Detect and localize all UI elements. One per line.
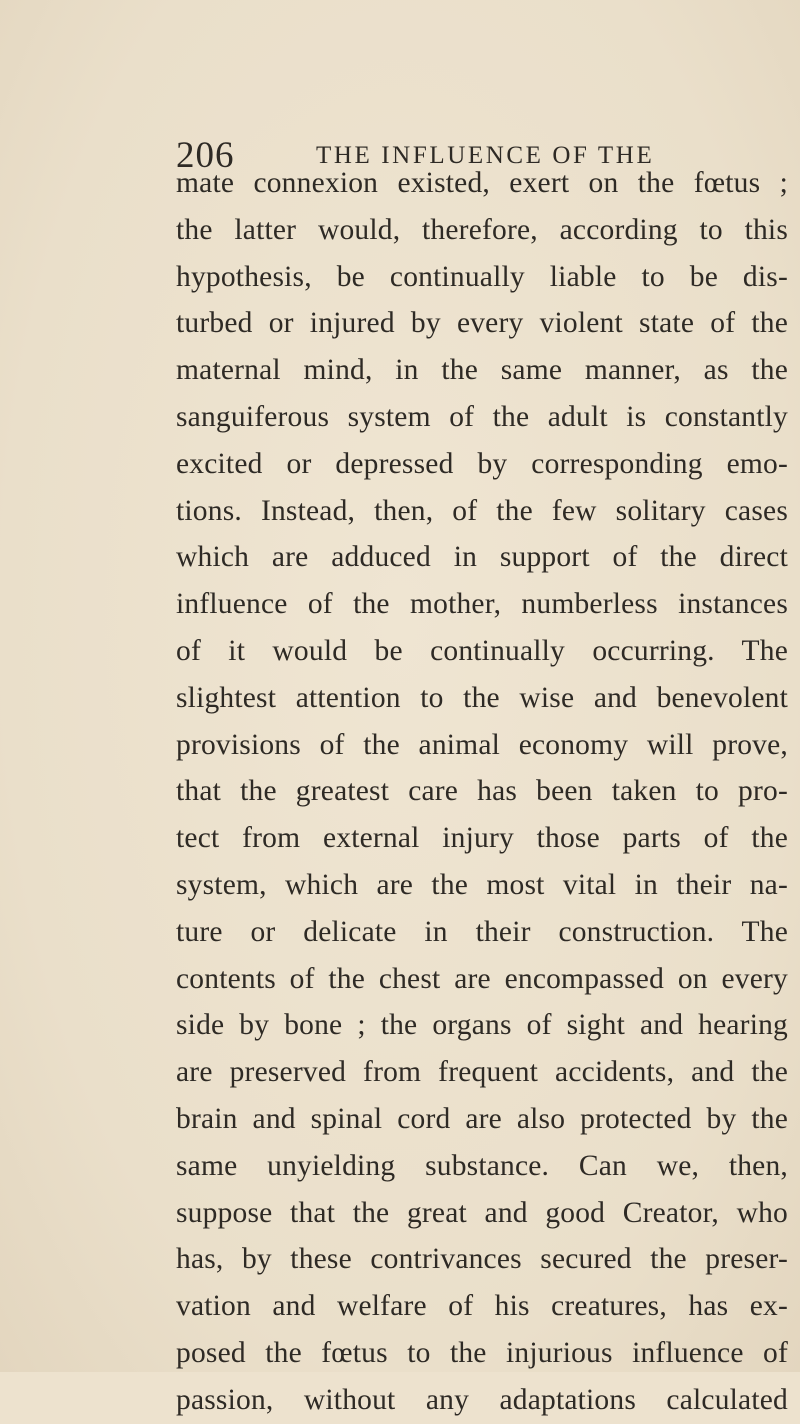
text-line: ture or delicate in their construction. The xyxy=(176,915,788,948)
text-line: contents of the chest are encompassed on every xyxy=(176,962,788,995)
text-line: the latter would, therefore, according to this xyxy=(176,213,788,246)
text-line: mate connexion existed, exert on the fœtus ; xyxy=(176,167,788,199)
text-line: sanguiferous system of the adult is constantly xyxy=(176,400,788,433)
text-line: excited or depressed by corresponding emo- xyxy=(176,447,788,480)
text-line: has, by these contrivances secured the preser- xyxy=(176,1243,788,1276)
text-line: which are adduced in support of the direct xyxy=(176,541,788,574)
text-line: turbed or injured by every violent state of the xyxy=(176,307,788,340)
text-line: posed the fœtus to the injurious influence of xyxy=(176,1336,788,1369)
text-line: side by bone ; the organs of sight and hearing xyxy=(176,1009,788,1042)
text-line: suppose that the great and good Creator, who xyxy=(176,1196,788,1229)
text-line: brain and spinal cord are also protected by the xyxy=(176,1102,788,1135)
text-line: that the greatest care has been taken to pro- xyxy=(176,775,788,808)
text-line: tions. Instead, then, of the few solitary cases xyxy=(176,494,788,527)
page-number: 206 xyxy=(176,135,235,176)
text-line: passion, without any adaptations calculated xyxy=(176,1383,788,1416)
text-line: of it would be continually occurring. The xyxy=(176,634,788,667)
text-line: tect from external injury those parts of the xyxy=(176,822,788,855)
text-line: vation and welfare of his creatures, has ex- xyxy=(176,1290,788,1323)
text-line: slightest attention to the wise and benevolent xyxy=(176,681,788,714)
text-line: hypothesis, be continually liable to be dis- xyxy=(176,260,788,293)
running-title: THE INFLUENCE OF THE xyxy=(316,142,655,169)
text-line: influence of the mother, numberless instances xyxy=(176,588,788,621)
text-line: system, which are the most vital in their na- xyxy=(176,868,788,901)
text-line: maternal mind, in the same manner, as the xyxy=(176,354,788,387)
text-line: provisions of the animal economy will prove, xyxy=(176,728,788,761)
text-line: same unyielding substance. Can we, then, xyxy=(176,1149,788,1182)
body-text xyxy=(176,160,788,1424)
text-line: are preserved from frequent accidents, and the xyxy=(176,1056,788,1089)
